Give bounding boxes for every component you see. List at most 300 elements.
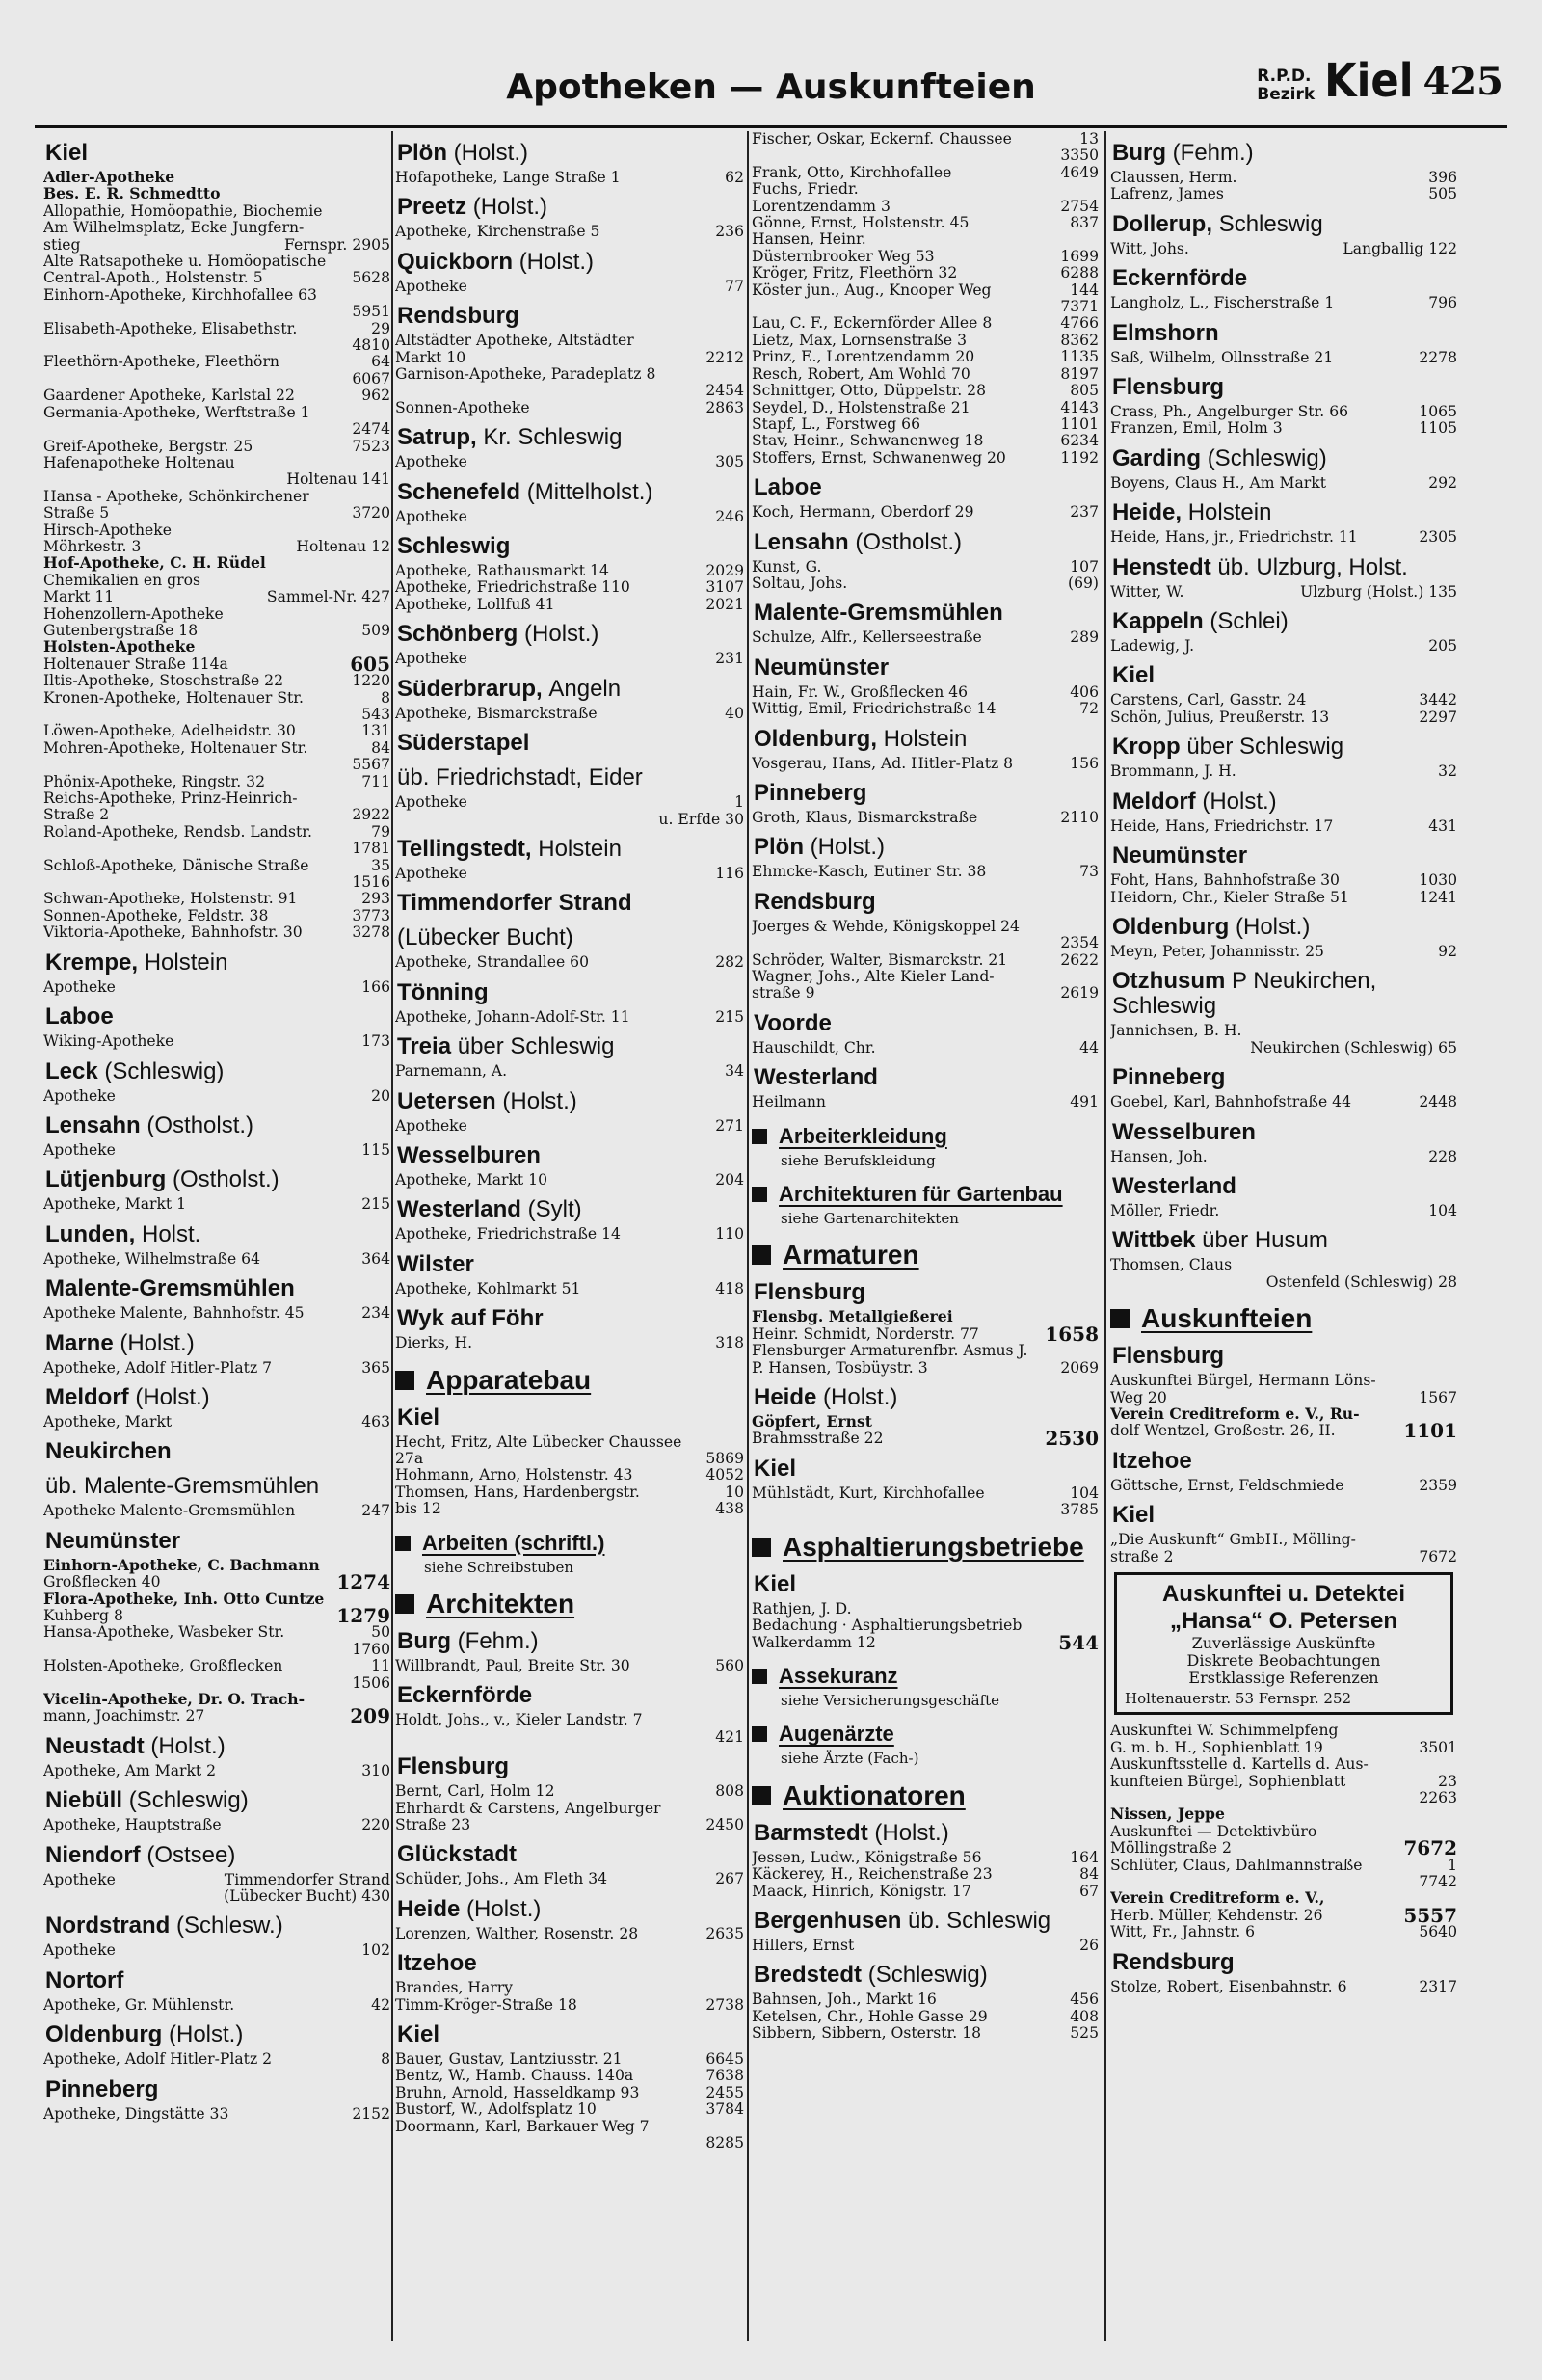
listing-entry bbox=[752, 383, 1099, 398]
listing-entry bbox=[752, 315, 1099, 331]
place-heading bbox=[1112, 915, 1457, 940]
listing-entry bbox=[395, 579, 744, 595]
entry-text: Altstädter Apotheke, Altstädter bbox=[395, 332, 634, 350]
entry-text: Vicelin-Apotheke, Dr. O. Trach- bbox=[43, 1690, 306, 1708]
place-qualifier: (Ostholst.) bbox=[855, 528, 963, 555]
phone-number: 543 bbox=[361, 706, 390, 723]
category-marker-icon bbox=[752, 1669, 767, 1684]
listing-entry bbox=[395, 866, 744, 881]
phone-number: 3773 bbox=[352, 906, 390, 924]
place-qualifier: (Holst.) bbox=[874, 1819, 949, 1846]
listing-entry bbox=[43, 2106, 390, 2122]
entry-text: Lorenzen, Walther, Rosenstr. 28 bbox=[395, 1924, 639, 1942]
place-qualifier: (Ostholst.) bbox=[146, 1111, 254, 1138]
entry-text: Bahnsen, Joh., Markt 16 bbox=[752, 1991, 937, 2009]
place-heading bbox=[754, 1572, 1099, 1597]
entry-text: Franzen, Emil, Holm 3 bbox=[1110, 419, 1283, 438]
entry-text: Witter, W. bbox=[1110, 582, 1184, 601]
advert-line: Erstklassige Referenzen bbox=[1188, 1669, 1379, 1687]
place-qualifier: (Holst.) bbox=[135, 1383, 210, 1410]
cross-reference: siehe Schreibstuben bbox=[424, 1558, 573, 1576]
place-heading bbox=[397, 1306, 744, 1331]
listing-entry bbox=[1110, 1094, 1457, 1110]
category-title: Architekturen für Gartenbau bbox=[779, 1182, 1063, 1207]
place-name: Süderbrarup, bbox=[397, 675, 543, 702]
place-heading bbox=[397, 250, 744, 275]
place-heading bbox=[1112, 555, 1457, 580]
phone-number: 267 bbox=[715, 1870, 744, 1888]
entry-text: Hirsch-Apotheke bbox=[43, 521, 172, 539]
place-qualifier: Holst. bbox=[142, 1220, 201, 1247]
entry-text: Timm-Kröger-Straße 18 bbox=[395, 1995, 577, 2014]
phone-number: 131 bbox=[361, 722, 390, 740]
place-heading bbox=[754, 727, 1099, 752]
entry-text: Ketelsen, Chr., Hohle Gasse 29 bbox=[752, 2007, 988, 2025]
place-heading bbox=[45, 1843, 390, 1868]
listing-entry bbox=[395, 1484, 744, 1500]
listing-entry bbox=[752, 684, 1099, 700]
entry-text: Flensburger Armaturenfbr. Asmus J. bbox=[752, 1342, 1028, 1360]
listing-entry bbox=[1110, 1419, 1457, 1443]
entry-text: Goebel, Karl, Bahnhofstraße 44 bbox=[1110, 1093, 1351, 1111]
place-name: Plön bbox=[754, 834, 804, 861]
entry-text: Holdt, Johs., v., Kieler Landstr. 7 bbox=[395, 1711, 643, 1729]
phone-number: 525 bbox=[1070, 2024, 1099, 2043]
listing-entry bbox=[43, 237, 390, 253]
listing-entry bbox=[43, 979, 390, 995]
listing-entry bbox=[43, 589, 390, 604]
entry-text: Hillers, Ernst bbox=[752, 1936, 855, 1954]
listing-entry bbox=[43, 186, 390, 201]
place-heading bbox=[397, 837, 744, 862]
phone-number: 605 bbox=[350, 652, 390, 676]
place-name: Westerland bbox=[397, 1196, 521, 1223]
place-heading bbox=[1112, 141, 1457, 166]
phone-number: 237 bbox=[1070, 503, 1099, 521]
entry-text: Bedachung · Asphaltierungsbetrieb bbox=[752, 1617, 1023, 1635]
place-qualifier: üb. Ulzburg, Holst. bbox=[1217, 553, 1408, 580]
place-heading bbox=[397, 1754, 744, 1779]
place-heading bbox=[754, 655, 1099, 681]
entry-text: dolf Wentzel, Großestr. 26, II. bbox=[1110, 1422, 1336, 1440]
place-qualifier: (Holst.) bbox=[1236, 913, 1311, 940]
entry-text: Elisabeth-Apotheke, Elisabethstr. bbox=[43, 319, 298, 337]
listing-entry bbox=[752, 1618, 1099, 1633]
phone-number: 1 bbox=[734, 793, 744, 812]
phone-number: 4649 bbox=[1060, 163, 1099, 181]
place-name: Bergenhusen bbox=[754, 1907, 902, 1934]
place-name: Malente-Gremsmühlen bbox=[45, 1275, 295, 1302]
phone-number: 164 bbox=[1070, 1848, 1099, 1866]
listing-entry bbox=[43, 304, 390, 319]
entry-text: Apotheke Malente-Gremsmühlen bbox=[43, 1502, 296, 1520]
place-qualifier: (Lübecker Bucht) bbox=[397, 924, 573, 951]
entry-text: Nissen, Jeppe bbox=[1110, 1805, 1225, 1824]
listing-entry bbox=[43, 220, 390, 235]
place-name: Nordstrand bbox=[45, 1912, 171, 1939]
place-name: Pinneberg bbox=[45, 2075, 159, 2102]
entry-text: Maack, Hinrich, Königstr. 17 bbox=[752, 1882, 971, 1900]
entry-text: Bauer, Gustav, Lantziusstr. 21 bbox=[395, 2050, 623, 2069]
place-heading bbox=[397, 1683, 744, 1708]
phone-number: 215 bbox=[715, 1007, 744, 1026]
listing-entry bbox=[395, 1172, 744, 1188]
entry-text: Carstens, Carl, Gasstr. 24 bbox=[1110, 691, 1307, 709]
entry-text: Brommann, J. H. bbox=[1110, 762, 1236, 781]
place-name: Nortorf bbox=[45, 1966, 124, 1993]
place-heading bbox=[1112, 321, 1457, 346]
listing-entry bbox=[43, 1817, 390, 1832]
place-qualifier: (Holst.) bbox=[150, 1732, 226, 1759]
listing-entry bbox=[1110, 186, 1457, 201]
listing-entry bbox=[395, 2101, 744, 2117]
entry-text: Möller, Friedr. bbox=[1110, 1201, 1220, 1219]
place-name: Dollerup, bbox=[1112, 210, 1213, 237]
page-title: Apotheken — Auskunfteien bbox=[506, 67, 1036, 107]
phone-number: 5951 bbox=[352, 303, 390, 321]
entry-text: Apotheke, Rathausmarkt 14 bbox=[395, 562, 609, 580]
entry-text: Göpfert, Ernst bbox=[752, 1412, 872, 1431]
phone-number: 560 bbox=[715, 1657, 744, 1674]
listing-entry bbox=[752, 575, 1099, 591]
entry-text: Iltis-Apotheke, Stoschstraße 22 bbox=[43, 672, 284, 690]
place-heading bbox=[397, 1897, 744, 1922]
place-name: Flensburg bbox=[397, 1753, 510, 1780]
place-heading bbox=[754, 1909, 1099, 1934]
phone-number: 2359 bbox=[1419, 1476, 1457, 1494]
place-heading bbox=[45, 1385, 390, 1410]
listing-entry bbox=[395, 366, 744, 382]
entry-text: Heilmann bbox=[752, 1093, 826, 1111]
phone-number: 310 bbox=[361, 1761, 390, 1779]
place-name: Schönberg bbox=[397, 621, 518, 648]
phone-number: 2110 bbox=[1060, 808, 1099, 826]
entry-text: Apotheke bbox=[43, 1941, 116, 1960]
phone-number: 396 bbox=[1428, 169, 1457, 186]
phone-number: 8197 bbox=[1060, 364, 1099, 383]
header-region bbox=[1257, 54, 1503, 108]
listing-entry bbox=[752, 1502, 1099, 1517]
phone-number: 228 bbox=[1428, 1147, 1457, 1165]
place-name: Westerland bbox=[754, 1064, 878, 1091]
place-name: Niebüll bbox=[45, 1787, 123, 1814]
listing-entry bbox=[43, 1603, 390, 1627]
entry-text: Parnemann, A. bbox=[395, 1062, 508, 1081]
place-heading bbox=[1112, 1228, 1457, 1253]
phone-number: 3785 bbox=[1060, 1501, 1099, 1519]
listing-entry bbox=[43, 354, 390, 369]
entry-text: Roland-Apotheke, Rendsb. Landstr. bbox=[43, 822, 313, 841]
place-qualifier: (Mittelholst.) bbox=[526, 478, 653, 505]
place-qualifier: üb. Friedrichstadt, Eider bbox=[397, 764, 643, 791]
phone-number: 4052 bbox=[705, 1466, 744, 1484]
entry-text: Meyn, Peter, Johannisstr. 25 bbox=[1110, 942, 1324, 960]
listing-entry bbox=[1110, 404, 1457, 419]
place-heading bbox=[45, 1113, 390, 1138]
listing-entry bbox=[752, 1094, 1099, 1110]
listing-entry bbox=[43, 824, 390, 840]
entry-text: Straße 23 bbox=[395, 1816, 471, 1834]
place-name: Barmstedt bbox=[754, 1819, 868, 1846]
phone-number: 505 bbox=[1428, 185, 1457, 203]
place-name: Marne bbox=[45, 1329, 114, 1356]
category-title: Assekuranz bbox=[779, 1663, 898, 1688]
listing-entry bbox=[43, 1763, 390, 1778]
place-name: Rendsburg bbox=[1112, 1948, 1235, 1975]
category-title: Auktionatoren bbox=[783, 1779, 966, 1810]
place-name: Oldenburg, bbox=[754, 725, 877, 752]
entry-text: Apotheke Malente, Bahnhofstr. 45 bbox=[43, 1304, 305, 1323]
listing-entry bbox=[752, 299, 1099, 314]
entry-text: Fleethörn-Apotheke, Fleethörn bbox=[43, 353, 279, 371]
listing-entry bbox=[1110, 872, 1457, 888]
entry-text: Apotheke, Adolf Hitler-Platz 7 bbox=[43, 1358, 273, 1377]
phone-number: 3501 bbox=[1419, 1738, 1457, 1756]
listing-entry bbox=[43, 539, 390, 554]
category-title: Arbeiterkleidung bbox=[779, 1123, 947, 1148]
listing-entry bbox=[43, 254, 390, 269]
phone-number: 13 bbox=[1079, 131, 1099, 147]
phone-number: 102 bbox=[361, 1941, 390, 1960]
entry-text: Hecht, Fritz, Alte Lübecker Chaussee bbox=[395, 1432, 682, 1451]
listing-entry bbox=[752, 1360, 1099, 1376]
phone-number: 2635 bbox=[705, 1924, 744, 1942]
entry-text: Apotheke, Markt 1 bbox=[43, 1195, 187, 1214]
listing-entry bbox=[395, 224, 744, 239]
phone-number: Fernspr. 2905 bbox=[283, 235, 390, 254]
entry-text: Claussen, Herm. bbox=[1110, 169, 1237, 186]
phone-number: 6288 bbox=[1060, 264, 1099, 282]
entry-text: Stoffers, Ernst, Schwanenweg 20 bbox=[752, 448, 1006, 467]
entry-text: Heidorn, Chr., Kieler Straße 51 bbox=[1110, 888, 1349, 906]
place-name: Glückstadt bbox=[397, 1841, 518, 1868]
listing-entry bbox=[43, 1704, 390, 1728]
place-qualifier: (Schlesw.) bbox=[176, 1912, 283, 1939]
entry-text: Bernt, Carl, Holm 12 bbox=[395, 1782, 555, 1801]
entry-text: Apotheke bbox=[43, 1870, 116, 1888]
phone-number: 26 bbox=[1079, 1936, 1099, 1954]
place-heading bbox=[45, 1167, 390, 1192]
place-heading bbox=[1112, 735, 1457, 760]
entry-text: Lorentzendamm 3 bbox=[752, 197, 891, 215]
place-name: Süderstapel bbox=[397, 730, 530, 757]
phone-number: Ulzburg (Holst.) 135 bbox=[1300, 582, 1457, 601]
entry-text: Apotheke, Friedrichstraße 110 bbox=[395, 578, 630, 597]
place-heading bbox=[397, 480, 744, 505]
column-divider bbox=[747, 131, 749, 2341]
phone-number: 406 bbox=[1070, 682, 1099, 701]
entry-text: Reichs-Apotheke, Prinz-Heinrich- bbox=[43, 789, 298, 808]
entry-text: Mohren-Apotheke, Holtenauer Str. bbox=[43, 738, 308, 757]
phone-number: 10 bbox=[725, 1483, 744, 1501]
place-heading bbox=[397, 1405, 744, 1431]
listing-entry bbox=[43, 371, 390, 387]
category-marker-icon bbox=[395, 1536, 411, 1551]
phone-number: 2622 bbox=[1060, 950, 1099, 969]
listing-entry bbox=[43, 1088, 390, 1104]
phone-number: Timmendorfer Strand bbox=[224, 1870, 390, 1888]
listing-entry bbox=[395, 2068, 744, 2083]
entry-text: Markt 11 bbox=[43, 588, 115, 606]
listing-entry bbox=[43, 455, 390, 470]
column-divider bbox=[1104, 131, 1106, 2341]
place-qualifier: Schleswig bbox=[1218, 210, 1323, 237]
entry-text: Köster jun., Aug., Knooper Weg bbox=[752, 281, 992, 299]
phone-number: 204 bbox=[715, 1170, 744, 1189]
entry-text: Heinr. Schmidt, Norderstr. 77 bbox=[752, 1324, 979, 1343]
listing-entry bbox=[43, 858, 390, 873]
phone-number: 2455 bbox=[705, 2083, 744, 2101]
listing-entry bbox=[752, 231, 1099, 247]
entry-text: Weg 20 bbox=[1110, 1388, 1167, 1406]
listing-entry bbox=[752, 1040, 1099, 1056]
entry-text: Thomsen, Hans, Hardenbergstr. bbox=[395, 1483, 640, 1501]
phone-number: 231 bbox=[715, 650, 744, 668]
listing-entry bbox=[1110, 1040, 1457, 1056]
place-heading bbox=[45, 1968, 390, 1993]
listing-entry bbox=[395, 1467, 744, 1483]
phone-number: 438 bbox=[715, 1500, 744, 1518]
phone-number: 62 bbox=[725, 169, 744, 186]
listing-entry bbox=[1110, 1836, 1457, 1860]
phone-number: 293 bbox=[361, 890, 390, 908]
entry-text: Auskunftei Bürgel, Hermann Löns- bbox=[1110, 1372, 1376, 1390]
listing-entry bbox=[395, 1226, 744, 1242]
phone-number: 1506 bbox=[352, 1673, 390, 1692]
listing-entry bbox=[43, 690, 390, 706]
listing-entry bbox=[43, 337, 390, 353]
phone-number: 2530 bbox=[1045, 1427, 1099, 1451]
category-heading bbox=[752, 1664, 1099, 1689]
phone-number: 205 bbox=[1428, 637, 1457, 655]
listing-entry bbox=[395, 1451, 744, 1466]
phone-number: 92 bbox=[1438, 942, 1457, 960]
entry-text: Hansen, Joh. bbox=[1110, 1147, 1208, 1165]
listing-entry bbox=[43, 757, 390, 772]
phone-number: 1241 bbox=[1419, 888, 1457, 906]
entry-text: Apotheke, Lollfuß 41 bbox=[395, 595, 555, 613]
place-name: Bredstedt bbox=[754, 1962, 863, 1989]
place-heading bbox=[45, 1439, 390, 1464]
listing-entry bbox=[1110, 1149, 1457, 1164]
place-name: Heide bbox=[397, 1895, 461, 1922]
listing-entry bbox=[395, 563, 744, 578]
entry-text: Doormann, Karl, Barkauer Weg 7 bbox=[395, 2117, 650, 2135]
cross-reference: siehe Ärzte (Fach-) bbox=[781, 1750, 919, 1768]
advert-line: Diskrete Beobachtungen bbox=[1186, 1651, 1381, 1670]
place-qualifier: (Holst.) bbox=[120, 1329, 195, 1356]
entry-text: Sonnen-Apotheke, Feldstr. 38 bbox=[43, 906, 269, 924]
phone-number: u. Erfde 30 bbox=[658, 810, 744, 828]
phone-number: (69) bbox=[1067, 574, 1099, 592]
place-heading bbox=[397, 195, 744, 220]
place-heading bbox=[1112, 500, 1457, 525]
entry-text: Joerges & Wehde, Königskoppel 24 bbox=[752, 917, 1020, 935]
listing-entry bbox=[1110, 1874, 1457, 1889]
listing-entry bbox=[43, 623, 390, 638]
listing-entry bbox=[43, 639, 390, 655]
listing-entry bbox=[752, 265, 1099, 281]
place-qualifier: (Sylt) bbox=[527, 1196, 582, 1223]
entry-text: Düsternbrooker Weg 53 bbox=[752, 247, 935, 265]
place-name: Voorde bbox=[754, 1009, 832, 1036]
phone-number: Holtenau 141 bbox=[286, 470, 390, 489]
phone-number: 2029 bbox=[705, 562, 744, 580]
place-heading bbox=[754, 890, 1099, 915]
listing-entry bbox=[1110, 529, 1457, 545]
phone-number: 247 bbox=[361, 1502, 390, 1520]
phone-number: 3107 bbox=[705, 578, 744, 597]
place-name: Tellingstedt, bbox=[397, 835, 532, 862]
place-heading bbox=[397, 1629, 744, 1654]
listing-entry bbox=[395, 812, 744, 827]
place-qualifier: üb. Schleswig bbox=[908, 1907, 1051, 1934]
place-name: Eckernförde bbox=[397, 1682, 533, 1709]
listing-entry bbox=[1110, 475, 1457, 491]
entry-text: Ladewig, J. bbox=[1110, 637, 1195, 655]
place-name: Flensburg bbox=[1112, 1343, 1225, 1370]
phone-number: 305 bbox=[715, 453, 744, 471]
entry-text: Kröger, Fritz, Fleethörn 32 bbox=[752, 264, 958, 282]
listing-entry bbox=[43, 1142, 390, 1158]
listing-entry bbox=[752, 1938, 1099, 1953]
listing-entry bbox=[1110, 1740, 1457, 1755]
entry-text: Apotheke, Strandallee 60 bbox=[395, 953, 590, 972]
entry-text: Löwen-Apotheke, Adelheidstr. 30 bbox=[43, 722, 296, 740]
listing-entry bbox=[1110, 1858, 1457, 1873]
listing-entry bbox=[395, 1434, 744, 1450]
place-name: Satrup, bbox=[397, 424, 477, 451]
listing-entry bbox=[1110, 241, 1457, 256]
place-name: Lütjenburg bbox=[45, 1166, 167, 1193]
page-number: 425 bbox=[1422, 59, 1503, 104]
phone-number: 4810 bbox=[352, 336, 390, 355]
place-qualifier: Holstein bbox=[144, 949, 228, 976]
listing-entry bbox=[1110, 170, 1457, 185]
phone-number: 1274 bbox=[336, 1570, 390, 1594]
entry-text: Käckerey, H., Reichenstraße 23 bbox=[752, 1865, 993, 1884]
phone-number: 5567 bbox=[352, 756, 390, 774]
entry-text: Göttsche, Ernst, Feldschmiede bbox=[1110, 1476, 1344, 1494]
entry-text: Straße 5 bbox=[43, 504, 110, 522]
listing-entry bbox=[1110, 1723, 1457, 1738]
phone-number: 1105 bbox=[1419, 419, 1457, 438]
listing-entry bbox=[752, 864, 1099, 879]
listing-entry bbox=[395, 2085, 744, 2100]
listing-entry bbox=[395, 1997, 744, 2013]
region-name: Kiel bbox=[1324, 54, 1414, 108]
place-name: Flensburg bbox=[754, 1279, 866, 1306]
entry-text: Jannichsen, B. H. bbox=[1110, 1022, 1242, 1040]
entry-text: Heide, Hans, Friedrichstr. 17 bbox=[1110, 816, 1334, 835]
category-title: Armaturen bbox=[783, 1240, 919, 1270]
entry-text: Auskunftei W. Schimmelpfeng bbox=[1110, 1722, 1339, 1740]
listing-entry bbox=[752, 1866, 1099, 1882]
phone-number: 509 bbox=[361, 621, 390, 639]
place-heading bbox=[754, 601, 1099, 626]
place-name: Neumünster bbox=[754, 654, 890, 681]
entry-text: Apotheke, Kirchenstraße 5 bbox=[395, 223, 600, 241]
cross-reference: siehe Versicherungsgeschäfte bbox=[781, 1691, 1000, 1709]
entry-text: Apotheke bbox=[43, 1140, 116, 1159]
place-heading bbox=[1112, 1950, 1457, 1975]
phone-number: 72 bbox=[1079, 700, 1099, 718]
listing-entry bbox=[752, 1485, 1099, 1501]
listing-entry bbox=[43, 874, 390, 890]
listing-entry bbox=[1110, 1549, 1457, 1564]
entry-text: Wiking-Apotheke bbox=[43, 1032, 174, 1051]
phone-number: 2278 bbox=[1419, 348, 1457, 366]
